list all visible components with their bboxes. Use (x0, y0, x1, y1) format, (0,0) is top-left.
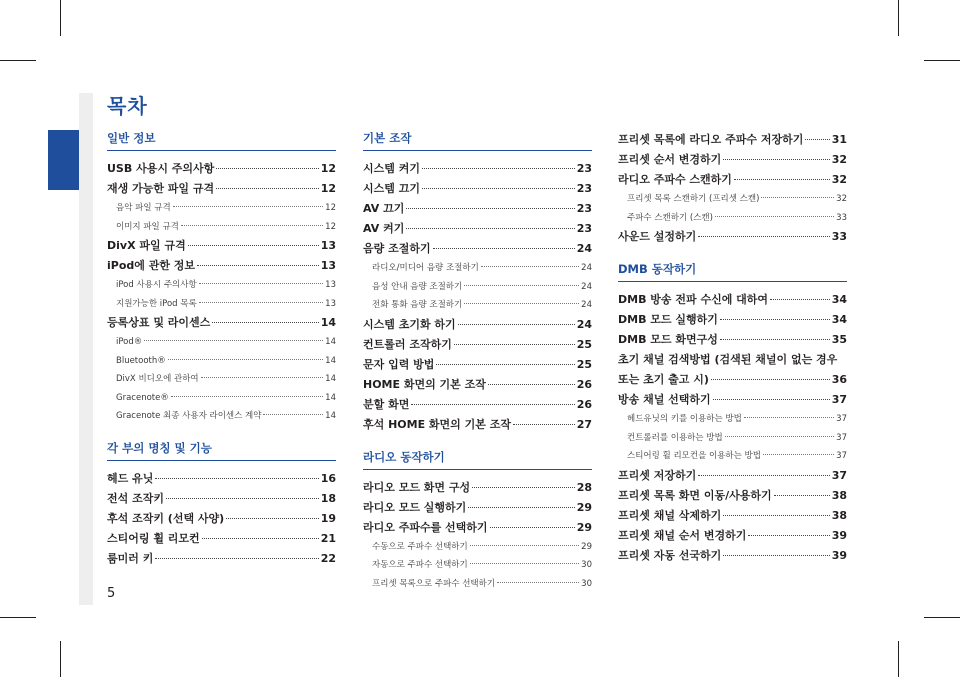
toc-entry-label: 라디오/미디어 음량 조절하기 (372, 263, 479, 273)
toc-entry-page: 23 (576, 222, 592, 235)
toc-entry-page: 26 (576, 377, 592, 391)
toc-entry-page: 28 (576, 480, 592, 494)
toc-entry-page: 18 (320, 491, 336, 505)
toc-entry-page: 33 (831, 230, 847, 243)
toc-entry-label: 음악 파일 규격 (116, 203, 171, 213)
toc-entry[interactable] (107, 256, 336, 276)
toc-entry-page: 32 (831, 173, 847, 186)
toc-entry-label: 전화 통화 음량 조절하기 (372, 300, 463, 310)
toc-entry-page: 24 (576, 242, 592, 255)
toc-entry[interactable] (107, 529, 336, 549)
toc-entry-label: AV 끄기 (363, 202, 405, 215)
toc-entry-label: 후석 조작키 (선택 사양) (107, 511, 225, 525)
toc-entry-page: 32 (836, 194, 847, 204)
toc-entry-page: 37 (836, 432, 847, 443)
toc-entry-label: 헤드 유닛 (107, 471, 154, 485)
toc-entry-page: 14 (325, 411, 336, 421)
toc-entry-page: 14 (325, 392, 336, 403)
section-heading: 라디오 동작하기 (363, 449, 592, 470)
toc-subentry[interactable] (618, 447, 847, 466)
toc-entry-label: 주파수 스캔하기 (스캔) (627, 212, 713, 223)
toc-entry-page: 13 (320, 259, 336, 272)
crop-mark (60, 641, 61, 677)
toc-subentry[interactable] (618, 429, 847, 448)
toc-entry-page: 25 (576, 337, 592, 351)
toc-entry-label: 사운드 설정하기 (618, 230, 697, 243)
toc-entry-label: 라디오 주파수를 선택하기 (363, 520, 488, 534)
toc-entry-page: 12 (320, 162, 336, 175)
dot-leader (723, 555, 829, 556)
toc-entry[interactable] (363, 518, 592, 538)
toc-entry[interactable] (363, 375, 592, 395)
dot-leader (199, 302, 324, 303)
crop-mark (924, 60, 960, 61)
toc-section (618, 261, 847, 566)
toc-entry-label: DMB 모드 화면구성 (618, 333, 718, 346)
toc-entry-page: 31 (831, 133, 847, 146)
dot-leader (698, 475, 829, 476)
dot-leader (763, 454, 834, 455)
dot-leader (181, 225, 323, 226)
toc-entry[interactable] (363, 179, 592, 199)
toc-entry[interactable] (363, 395, 592, 415)
toc-entry-page: 16 (320, 471, 336, 485)
dot-leader (468, 507, 574, 508)
dot-leader (513, 424, 575, 425)
dot-leader (698, 236, 829, 237)
dot-leader (433, 248, 575, 249)
page-number: 5 (107, 586, 116, 601)
toc-entry[interactable] (618, 486, 847, 506)
toc-entry-label: 시스템 끄기 (363, 182, 420, 195)
dot-leader (470, 563, 579, 564)
dot-leader (725, 436, 834, 437)
toc-subentry[interactable] (107, 276, 336, 295)
toc-section (107, 440, 336, 569)
toc-entry-label: 프리셋 목록 화면 이동/사용하기 (618, 488, 772, 502)
crop-mark (924, 617, 960, 618)
toc-entry[interactable] (618, 330, 847, 350)
toc-entry[interactable] (618, 227, 847, 247)
toc-subentry[interactable] (363, 556, 592, 575)
toc-entry-page: 34 (831, 313, 847, 326)
toc-entry-page: 12 (325, 203, 336, 213)
toc-entry-page: 14 (325, 355, 336, 366)
toc-entry[interactable] (618, 546, 847, 566)
toc-entry-page: 12 (325, 221, 336, 232)
toc-entry-page: 39 (831, 528, 847, 542)
toc-entry[interactable] (107, 469, 336, 489)
crop-mark (898, 641, 899, 677)
toc-entry-label: 프리셋 자동 선국하기 (618, 548, 722, 562)
toc-subentry[interactable] (107, 333, 336, 352)
toc-entry-label: 또는 초기 출고 시) (618, 373, 709, 386)
dot-leader (216, 188, 319, 189)
toc-entry-page: 36 (831, 373, 847, 386)
toc-entry-label: 수동으로 주파수 선택하기 (372, 541, 468, 552)
toc-section (107, 130, 336, 426)
toc-entry-label: HOME 화면의 기본 조작 (363, 377, 486, 391)
toc-entry-page: 37 (836, 451, 847, 461)
toc-entry-page: 25 (576, 357, 592, 371)
toc-subentry[interactable] (363, 296, 592, 315)
toc-entry[interactable] (618, 350, 847, 370)
dot-leader (454, 344, 575, 345)
dot-leader (201, 377, 324, 378)
toc-entry-page: 37 (836, 414, 847, 424)
toc-subentry[interactable] (618, 209, 847, 228)
dot-leader (155, 478, 318, 479)
margin-strip (79, 93, 93, 605)
section-heading: 각 부의 명칭 및 기능 (107, 440, 336, 461)
toc-entry-page: 14 (325, 374, 336, 384)
dot-leader (470, 545, 579, 546)
dot-leader (422, 188, 575, 189)
dot-leader (497, 582, 579, 583)
toc-subentry[interactable] (107, 199, 336, 218)
toc-entry-label: iPod® (116, 337, 143, 347)
toc-entry-label: 등록상표 및 라이센스 (107, 316, 211, 329)
toc-entry[interactable] (363, 355, 592, 375)
toc-entry[interactable] (363, 239, 592, 259)
toc-entry-label: 분할 화면 (363, 397, 410, 411)
dot-leader (774, 495, 830, 496)
toc-column-1 (107, 130, 336, 569)
toc-subentry[interactable] (618, 410, 847, 429)
toc-entry-label: 시스템 켜기 (363, 162, 420, 175)
toc-entry-label: Bluetooth® (116, 355, 166, 366)
toc-entry-label: 프리셋 목록 스캔하기 (프리셋 스캔) (627, 194, 760, 204)
dot-leader (212, 322, 318, 323)
dot-leader (713, 399, 830, 400)
toc-entry-label: 프리셋 목록에 라디오 주파수 저장하기 (618, 133, 804, 146)
toc-entry-label: AV 켜기 (363, 222, 405, 235)
toc-entry[interactable] (618, 466, 847, 486)
toc-entry-page: 38 (831, 508, 847, 522)
dot-leader (436, 364, 574, 365)
dot-leader (173, 206, 324, 207)
crop-mark (0, 617, 36, 618)
toc-entry-page: 30 (581, 560, 592, 570)
toc-entry-label: 자동으로 주파수 선택하기 (372, 560, 468, 570)
toc-entry-label: 후석 HOME 화면의 기본 조작 (363, 417, 511, 431)
toc-section (363, 449, 592, 594)
toc-entry-page: 32 (831, 153, 847, 166)
toc-subentry[interactable] (107, 218, 336, 237)
dot-leader (472, 487, 575, 488)
dot-leader (715, 216, 834, 217)
dot-leader (711, 379, 830, 380)
toc-entry-label: iPod 사용시 주의사항 (116, 280, 197, 290)
toc-entry[interactable] (363, 199, 592, 219)
section-heading: 기본 조작 (363, 130, 592, 151)
toc-entry-page: 35 (831, 333, 847, 346)
toc-entry-page: 38 (831, 488, 847, 502)
dot-leader (734, 179, 830, 180)
toc-entry-page: 37 (831, 468, 847, 482)
toc-entry-label: DMB 방송 전파 수신에 대하여 (618, 293, 769, 306)
toc-entry-label: 초기 채널 검색방법 (검색된 채널이 없는 경우 (618, 353, 838, 366)
toc-entry-label: 라디오 모드 화면 구성 (363, 480, 471, 494)
toc-entry[interactable] (363, 159, 592, 179)
dot-leader (720, 339, 830, 340)
dot-leader (805, 139, 829, 140)
toc-entry-label: 컨트롤러를 이용하는 방법 (627, 432, 723, 443)
toc-entry-page: 21 (320, 531, 336, 545)
page-title: 목차 (107, 94, 148, 118)
toc-subentry[interactable] (107, 407, 336, 426)
dot-leader (202, 538, 319, 539)
dot-leader (723, 159, 829, 160)
toc-entry-label: 룸미러 키 (107, 551, 154, 565)
toc-entry-label: 이미지 파일 규격 (116, 221, 179, 232)
toc-subentry[interactable] (618, 190, 847, 209)
dot-leader (263, 414, 323, 415)
toc-entry-page: 39 (831, 548, 847, 562)
dot-leader (406, 208, 574, 209)
toc-entry-page: 24 (581, 300, 592, 310)
toc-entry[interactable] (618, 170, 847, 190)
toc-entry[interactable] (618, 290, 847, 310)
toc-entry-page: 33 (836, 212, 847, 223)
toc-entry-page: 24 (581, 263, 592, 273)
dot-leader (770, 299, 830, 300)
toc-entry[interactable] (107, 159, 336, 179)
toc-entry-label: Gracenote 최종 사용자 라이센스 계약 (116, 411, 262, 421)
toc-column-2 (363, 130, 592, 593)
toc-entry[interactable] (107, 313, 336, 333)
toc-section (618, 130, 847, 247)
toc-entry-page: 14 (325, 337, 336, 347)
toc-entry-label: 방송 채널 선택하기 (618, 393, 711, 406)
dot-leader (155, 558, 318, 559)
toc-entry-label: 라디오 모드 실행하기 (363, 500, 467, 514)
section-heading: 일반 정보 (107, 130, 336, 151)
toc-subentry[interactable] (107, 295, 336, 314)
dot-leader (188, 245, 319, 246)
toc-entry[interactable] (107, 179, 336, 199)
toc-entry[interactable] (363, 478, 592, 498)
toc-entry-page: 13 (320, 239, 336, 252)
toc-entry-page: 12 (320, 182, 336, 195)
toc-entry-page: 30 (581, 578, 592, 589)
dot-leader (490, 527, 575, 528)
toc-entry-label: DivX 비디오에 관하여 (116, 374, 199, 384)
toc-entry[interactable] (618, 130, 847, 150)
toc-entry-label: USB 사용시 주의사항 (107, 162, 215, 175)
dot-leader (464, 285, 579, 286)
toc-entry-label: 헤드유닛의 키를 이용하는 방법 (627, 414, 742, 424)
toc-entry[interactable] (107, 509, 336, 529)
toc-entry[interactable] (107, 489, 336, 509)
dot-leader (168, 359, 323, 360)
toc-entry[interactable] (363, 335, 592, 355)
dot-leader (748, 535, 829, 536)
toc-entry-label: 스티어링 휠 리모컨을 이용하는 방법 (627, 451, 761, 461)
toc-entry-label: 스티어링 휠 리모컨 (107, 531, 200, 545)
toc-subentry[interactable] (107, 370, 336, 389)
toc-entry-label: 시스템 초기화 하기 (363, 317, 456, 331)
dot-leader (488, 384, 575, 385)
toc-entry-page: 27 (576, 417, 592, 431)
toc-subentry[interactable] (107, 389, 336, 408)
toc-entry[interactable] (107, 236, 336, 256)
dot-leader (406, 228, 574, 229)
dot-leader (166, 498, 319, 499)
toc-entry[interactable] (618, 506, 847, 526)
toc-subentry[interactable] (363, 278, 592, 297)
toc-subentry[interactable] (107, 352, 336, 371)
toc-entry-page: 22 (320, 551, 336, 565)
toc-entry-label: 프리셋 채널 삭제하기 (618, 508, 722, 522)
dot-leader (761, 197, 834, 198)
dot-leader (216, 168, 318, 169)
dot-leader (720, 319, 830, 320)
dot-leader (171, 396, 323, 397)
toc-entry-page: 24 (581, 281, 592, 292)
toc-entry-page: 29 (576, 500, 592, 514)
crop-mark (0, 60, 36, 61)
toc-entry-label: 프리셋 채널 순서 변경하기 (618, 528, 747, 542)
toc-section (363, 130, 592, 435)
toc-subentry[interactable] (363, 538, 592, 557)
toc-entry[interactable] (618, 370, 847, 390)
dot-leader (481, 266, 579, 267)
toc-entry-label: 프리셋 저장하기 (618, 468, 697, 482)
toc-entry-page: 19 (320, 511, 336, 525)
toc-entry-page: 34 (831, 293, 847, 306)
toc-entry-label: 컨트롤러 조작하기 (363, 337, 452, 351)
toc-entry-page: 24 (576, 317, 592, 331)
toc-entry[interactable] (363, 415, 592, 435)
toc-entry-label: 음량 조절하기 (363, 242, 431, 255)
toc-entry[interactable] (618, 310, 847, 330)
dot-leader (723, 515, 829, 516)
dot-leader (744, 417, 834, 418)
toc-entry[interactable] (363, 498, 592, 518)
crop-mark (898, 0, 899, 36)
toc-entry-label: Gracenote® (116, 392, 169, 403)
dot-leader (411, 404, 574, 405)
chapter-tab (48, 130, 79, 190)
dot-leader (422, 168, 575, 169)
dot-leader (464, 303, 579, 304)
dot-leader (226, 518, 319, 519)
toc-entry-page: 14 (320, 316, 336, 329)
toc-entry[interactable] (618, 390, 847, 410)
dot-leader (199, 283, 324, 284)
toc-entry-page: 13 (325, 298, 336, 309)
toc-entry[interactable] (363, 315, 592, 335)
toc-entry-label: 문자 입력 방법 (363, 357, 435, 371)
dot-leader (197, 265, 319, 266)
toc-entry-label: 재생 가능한 파일 규격 (107, 182, 215, 195)
toc-column-3 (618, 130, 847, 566)
toc-subentry[interactable] (363, 259, 592, 278)
toc-entry-label: 프리셋 목록으로 주파수 선택하기 (372, 578, 496, 589)
toc-entry[interactable] (107, 549, 336, 569)
toc-entry[interactable] (618, 150, 847, 170)
section-heading: DMB 동작하기 (618, 261, 847, 282)
toc-entry-page: 37 (831, 393, 847, 406)
toc-entry-label: DivX 파일 규격 (107, 239, 186, 252)
toc-entry[interactable] (363, 219, 592, 239)
toc-entry-page: 26 (576, 397, 592, 411)
toc-entry-label: iPod에 관한 정보 (107, 259, 196, 272)
crop-mark (60, 0, 61, 36)
toc-entry-label: 음성 안내 음량 조절하기 (372, 281, 463, 292)
toc-entry-label: DMB 모드 실행하기 (618, 313, 718, 326)
toc-entry-label: 전석 조작키 (107, 491, 164, 505)
toc-entry-page: 23 (576, 182, 592, 195)
toc-entry-label: 프리셋 순서 변경하기 (618, 153, 722, 166)
dot-leader (458, 324, 575, 325)
toc-entry-page: 23 (576, 202, 592, 215)
toc-entry[interactable] (618, 526, 847, 546)
toc-entry-page: 23 (576, 162, 592, 175)
toc-entry-page: 13 (325, 280, 336, 290)
toc-entry-label: 라디오 주파수 스캔하기 (618, 173, 732, 186)
toc-subentry[interactable] (363, 575, 592, 594)
dot-leader (144, 340, 323, 341)
toc-entry-page: 29 (576, 520, 592, 534)
toc-entry-label: 지원가능한 iPod 목록 (116, 298, 197, 309)
toc-entry-page: 29 (581, 541, 592, 552)
